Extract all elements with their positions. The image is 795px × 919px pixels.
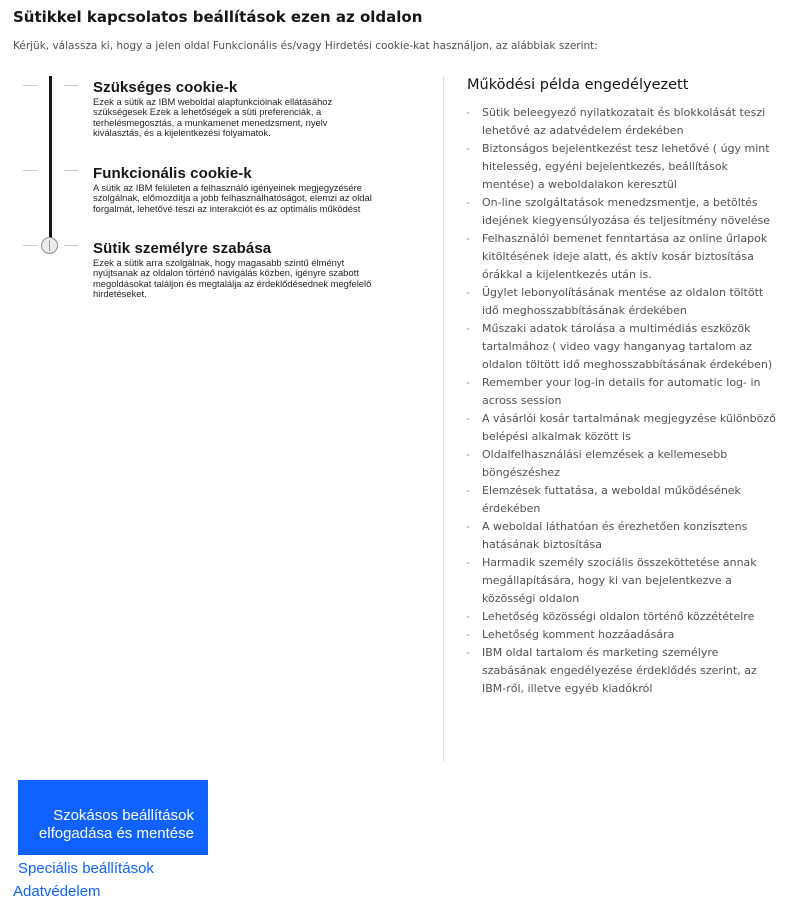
accept-default-button[interactable]: Szokásos beállítások elfogadása és mentése bbox=[18, 780, 208, 855]
level-description: Ezek a sütik az IBM weboldal alapfunkcióinak ellátásához szükségesek Ezek a lehetőségek a süti preferenciák, a terhelésmegosztás, a munkamenet menedzsment, nyelv kiválasztás, és a kijelentkezési folyamatok. bbox=[93, 96, 333, 139]
list-item: - Sütik beleegyező nyilatkozatait és blokkolását teszi lehetővé az adatvédelem érdekében bbox=[466, 104, 781, 140]
slider-track[interactable] bbox=[49, 76, 52, 246]
list-item: - A weboldal láthatóan és érezhetően konzisztens hatásának biztosítása bbox=[466, 518, 781, 554]
level-title: Sütik személyre szabása bbox=[93, 240, 272, 257]
list-item: - Lehetőség közösségi oldalon történő közzétételre bbox=[466, 608, 781, 626]
list-item: - Remember your log-in details for automatic log- in across session bbox=[466, 374, 781, 410]
level-title: Szükséges cookie-k bbox=[93, 79, 238, 96]
slider-tick bbox=[23, 170, 37, 171]
slider-tick bbox=[23, 245, 37, 246]
slider-handle[interactable] bbox=[41, 237, 58, 254]
special-settings-link[interactable]: Speciális beállítások bbox=[18, 860, 154, 877]
example-list bbox=[466, 104, 781, 698]
privacy-link[interactable]: Adatvédelem bbox=[13, 883, 101, 900]
list-item: - On-line szolgáltatások menedzsmentje, a betöltés idejének kiegyensúlyozása és teljesítmény növelése bbox=[466, 194, 781, 230]
level-title: Funkcionális cookie-k bbox=[93, 165, 252, 182]
slider-tick bbox=[64, 85, 78, 86]
list-item: - Biztonságos bejelentkezést tesz lehetővé ( úgy mint hitelesség, egyéni bejelentkezés, beállítások mentése) a weboldalakon keresztül bbox=[466, 140, 781, 194]
list-item: - Harmadik személy szociális összeköttetése annak megállapítására, hogy ki van bejelentkezve a közösségi oldalon bbox=[466, 554, 781, 608]
list-item: - Felhasználói bemenet fenntartása az online űrlapok kitöltésének ideje alatt, és aktív kosár biztosítása órákkal a kijelentkezés után is. bbox=[466, 230, 781, 284]
column-divider bbox=[443, 76, 444, 762]
level-personalization[interactable] bbox=[93, 240, 373, 300]
intro-text: Kérjük, válassza ki, hogy a jelen oldal Funkcionális és/vagy Hirdetési cookie-kat használjon, az alábbiak szerint: bbox=[13, 40, 598, 52]
level-required[interactable] bbox=[93, 79, 373, 139]
list-item: - Elemzések futtatása, a weboldal működésének érdekében bbox=[466, 482, 781, 518]
list-item: - Oldalfelhasználási elemzések a kellemesebb böngészéshez bbox=[466, 446, 781, 482]
list-item: - Műszaki adatok tárolása a multimédiás eszközök tartalmához ( video vagy hanganyag tartalom az oldalon töltött idő meghosszabbításának érdekében) bbox=[466, 320, 781, 374]
example-title: Működési példa engedélyezett bbox=[467, 77, 689, 93]
list-item: - IBM oldal tartalom és marketing személyre szabásának engedélyezése érdeklődés szerint, az IBM-ről, illetve egyéb kiadókról bbox=[466, 644, 781, 698]
level-description: A sütik az IBM felületen a felhasználó igényeinek megjegyzésére szolgálnak, előmozdítja a jobb felhasználhatóságot, elemzi az oldal forgalmát, lehetővé teszi az interakciót és az optimális működést bbox=[93, 182, 372, 214]
slider-tick bbox=[64, 170, 78, 171]
slider-tick bbox=[64, 245, 78, 246]
list-item: - A vásárlói kosár tartalmának megjegyzése különböző belépési alkalmak között is bbox=[466, 410, 781, 446]
slider-tick bbox=[23, 85, 37, 86]
list-item: - Ügylet lebonyolításának mentése az oldalon töltött idő meghosszabbításának érdekében bbox=[466, 284, 781, 320]
level-functional[interactable] bbox=[93, 165, 373, 214]
list-item: - Lehetőség komment hozzáadására bbox=[466, 626, 781, 644]
page-title: Sütikkel kapcsolatos beállítások ezen az oldalon bbox=[13, 8, 423, 26]
level-description: Ezek a sütik arra szolgálnak, hogy magasabb szintű élményt nyújtsanak az oldalon történő navigálás közben, igényre szabott megoldásokat találjon és megtalálja az érdeklődésednek megfelelő hirdetéseket. bbox=[93, 257, 372, 300]
